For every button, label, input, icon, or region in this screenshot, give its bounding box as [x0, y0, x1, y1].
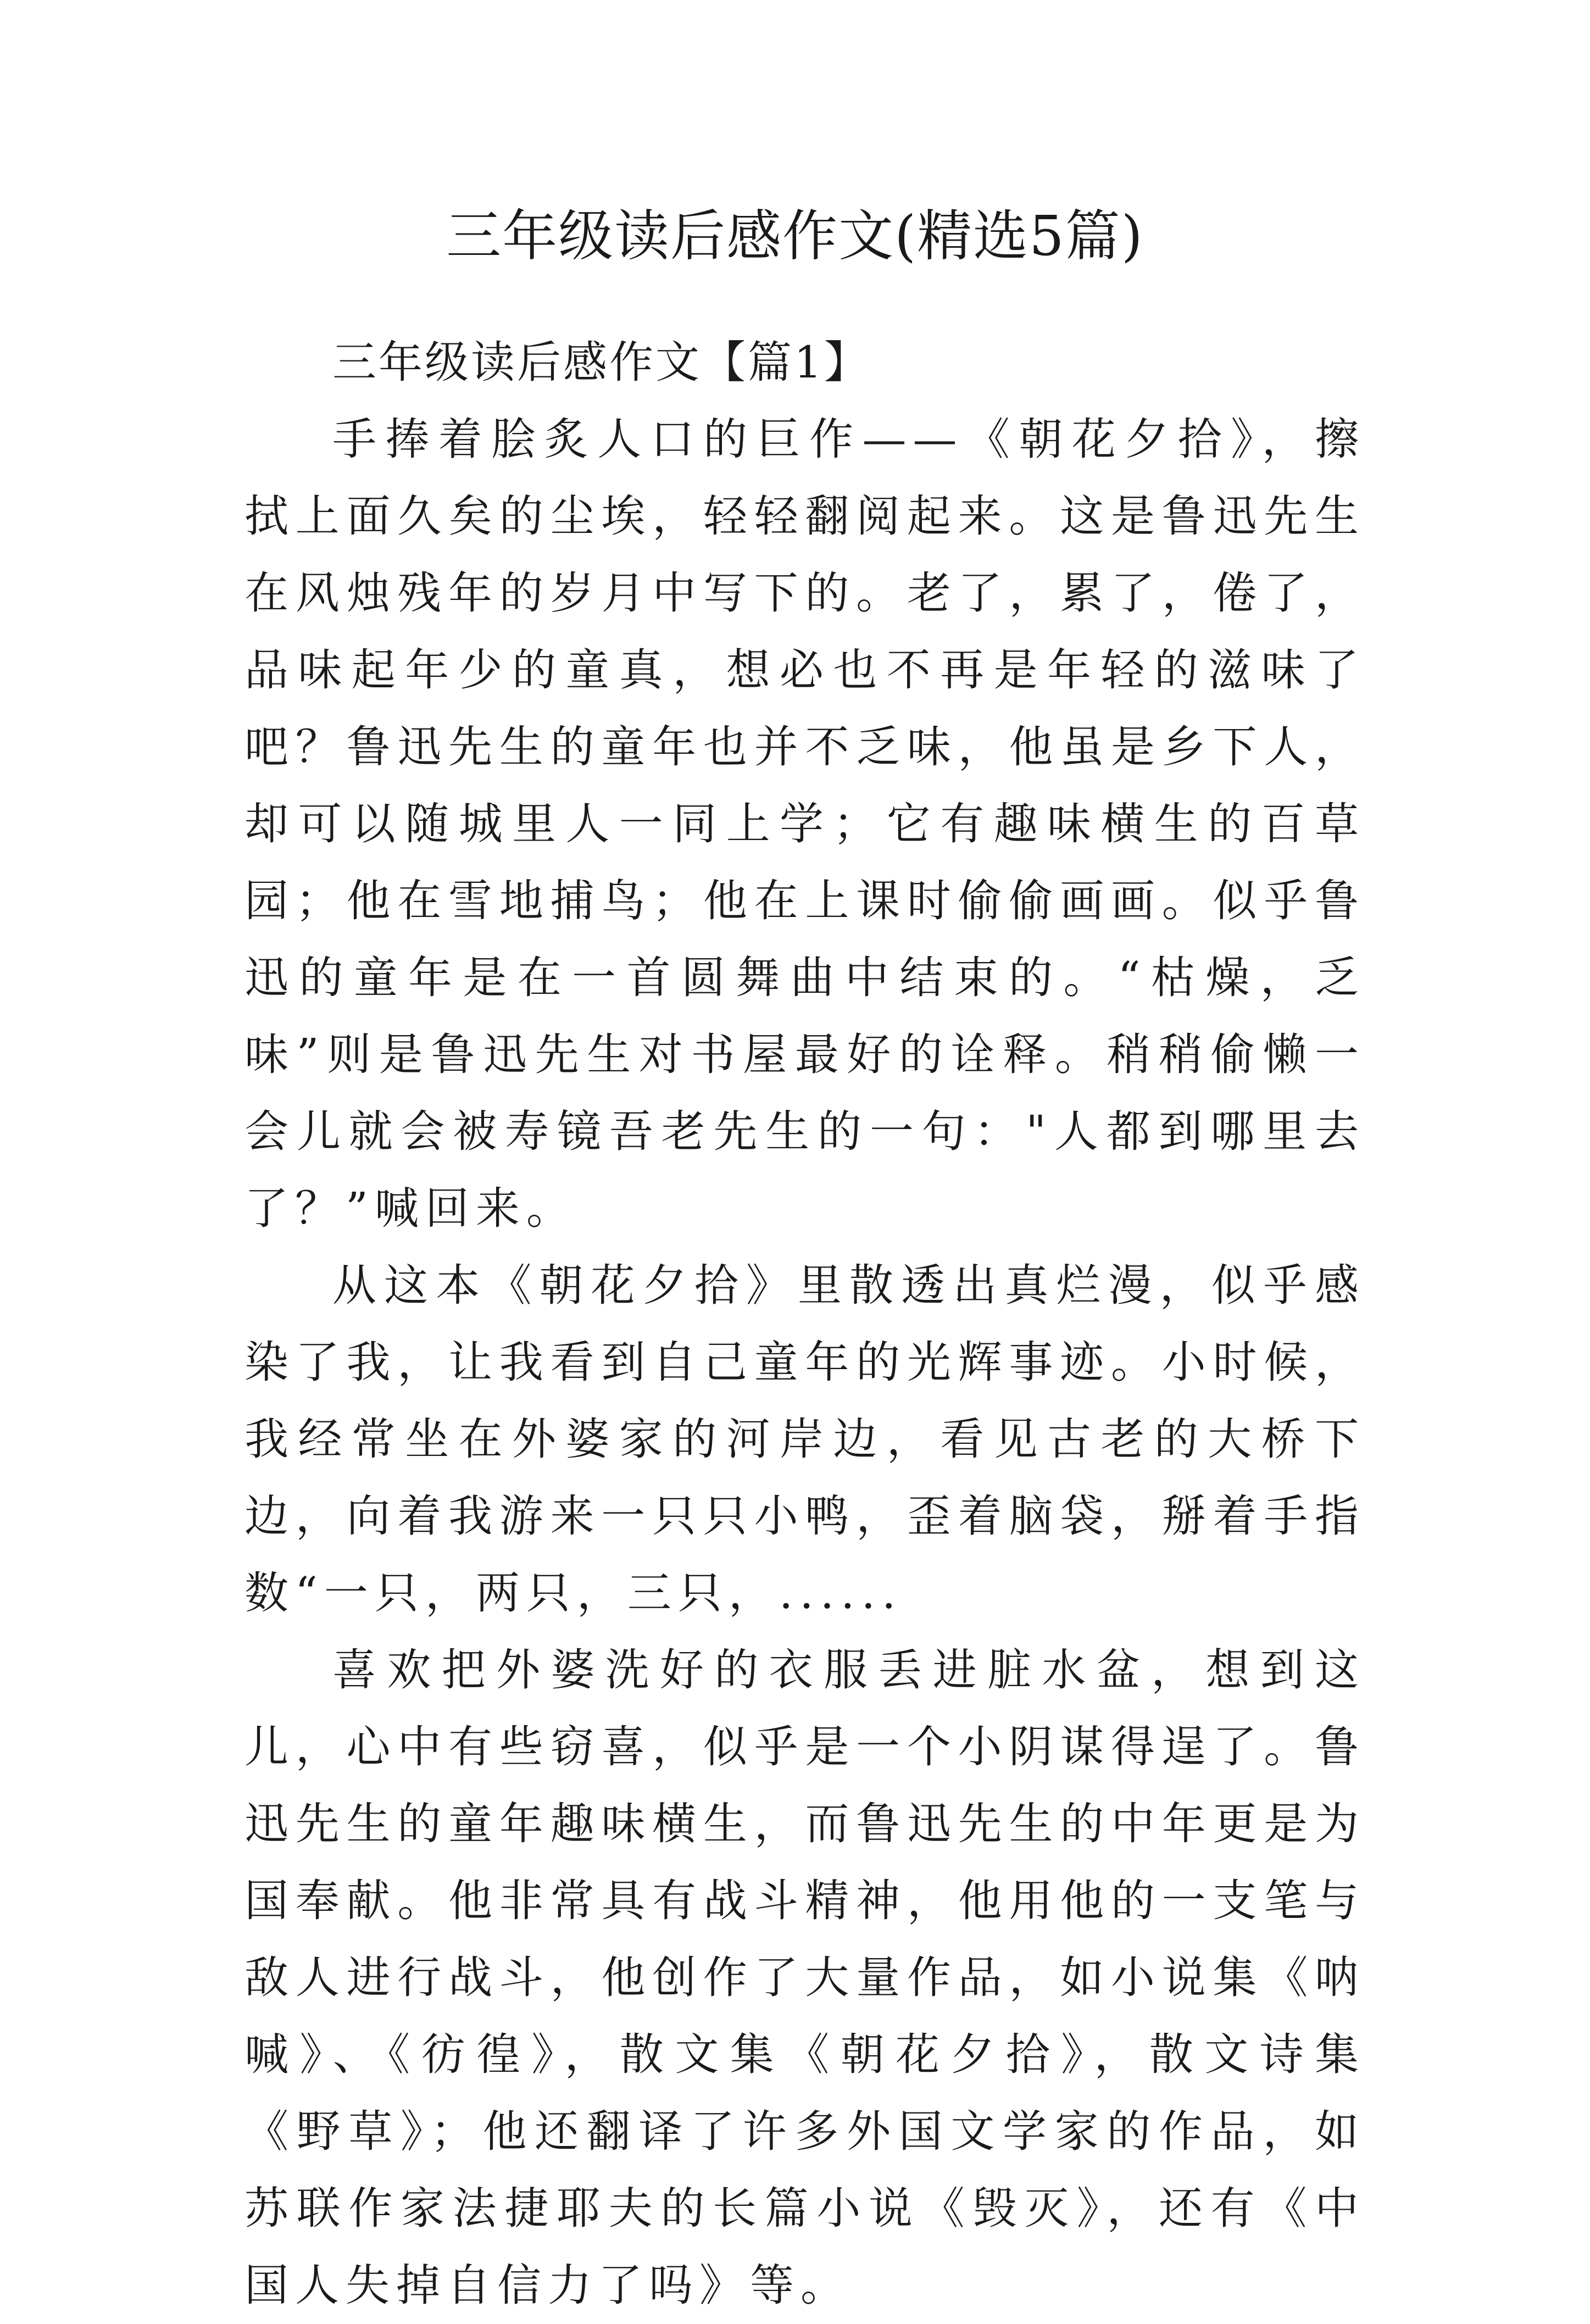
document-title: 三年级读后感作文(精选5篇)	[446, 204, 1144, 268]
paragraph: 手捧着脍炙人口的巨作——《朝花夕拾》，擦拭上面久矣的尘埃，轻轻翻阅起来。这是鲁迅先生在风烛残年的岁月中写下的。老了，累了，倦了，品味起年少的童真，想必也不再是年轻的滋味了吧？鲁迅先生的童年也并不乏味，他虽是乡下人，却可以随城里人一同上学；它有趣味横生的百草园；他在雪地捕鸟；他在上课时偷偷画画。似乎鲁迅的童年是在一首圆舞曲中结束的。“枯燥，乏味”则是鲁迅先生对书屋最好的诠释。稍稍偷懒一会儿就会被寿镜吾老先生的一句："人都到哪里去了？”喊回来。	[244, 414, 1365, 1234]
paragraph: 喜欢把外婆洗好的衣服丢进脏水盆，想到这儿，心中有些窃喜，似乎是一个小阴谋得逞了。鲁迅先生的童年趣味横生，而鲁迅先生的中年更是为国奉献。他非常具有战斗精神，他用他的一支笔与敌人进行战斗，他创作了大量作品，如小说集《呐喊》、《彷徨》，散文集《朝花夕拾》，散文诗集《野草》；他还翻译了许多外国文学家的作品，如苏联作家法捷耶夫的长篇小说《毁灭》，还有《中国人失掉自信力了吗》等。	[244, 1644, 1365, 2311]
document-body	[244, 324, 1365, 2324]
section-heading: 三年级读后感作文【篇1】	[332, 337, 870, 388]
paragraph: 从这本《朝花夕拾》里散透出真烂漫，似乎感染了我，让我看到自己童年的光辉事迹。小时候，我经常坐在外婆家的河岸边，看见古老的大桥下边，向着我游来一只只小鸭，歪着脑袋，掰着手指数“一只，两只，三只，......	[244, 1260, 1365, 1619]
